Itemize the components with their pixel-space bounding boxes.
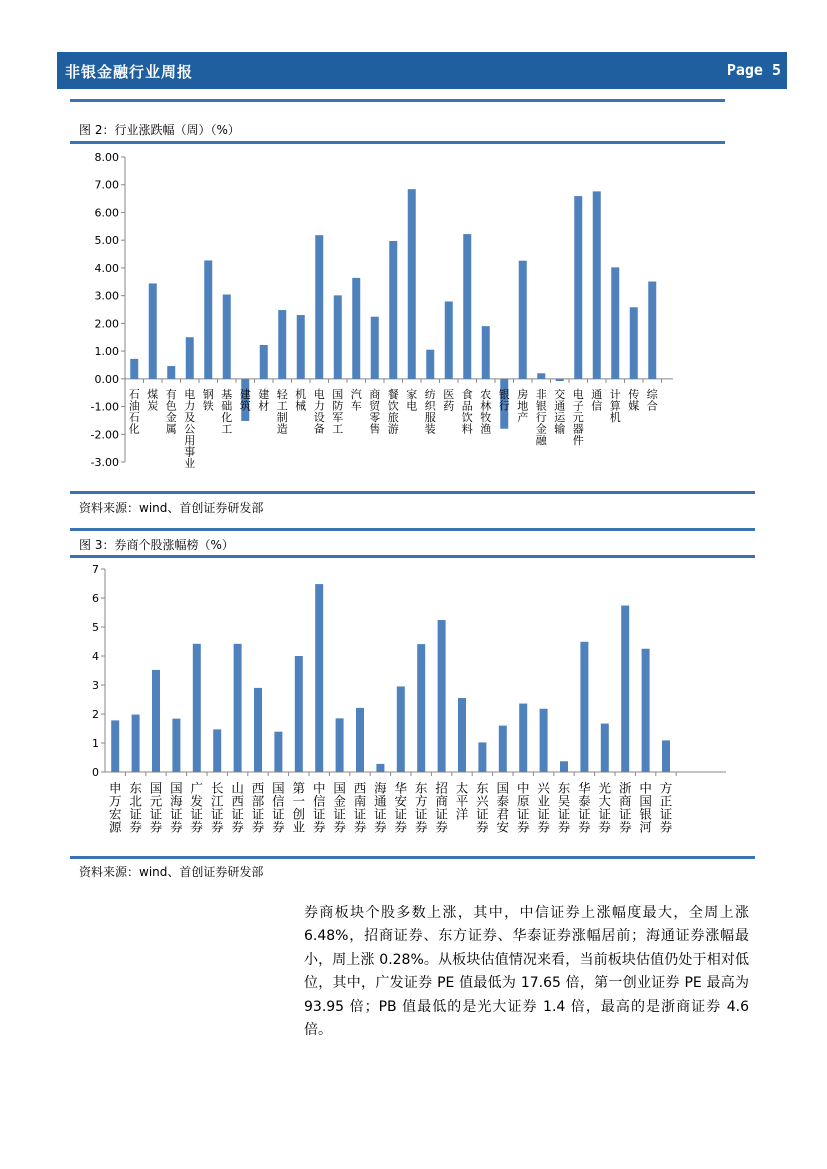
bar xyxy=(580,642,588,772)
x-tick-label: 综合 xyxy=(646,387,658,413)
x-tick-label: 轻工制造 xyxy=(276,387,288,436)
y-tick-label: -2.00 xyxy=(90,428,119,442)
x-tick-label: 中原证券 xyxy=(516,780,530,835)
bar xyxy=(560,761,568,772)
y-tick-label: 0 xyxy=(92,766,99,779)
x-tick-label: 东北证券 xyxy=(129,780,142,835)
y-tick-label: 6.00 xyxy=(94,206,119,220)
figure3-source: 资料来源：wind、首创证券研发部 xyxy=(79,865,264,879)
x-tick-label: 兴业证券 xyxy=(537,780,550,835)
bar xyxy=(167,366,175,379)
x-tick-label: 医药 xyxy=(443,387,455,413)
y-tick-label: 3.00 xyxy=(94,289,119,303)
bar xyxy=(132,715,140,772)
bar xyxy=(630,307,638,379)
y-tick-label: 6 xyxy=(92,592,99,605)
bar xyxy=(389,241,397,379)
bar xyxy=(574,196,582,379)
x-tick-label: 浙商证券 xyxy=(618,780,632,835)
y-tick-label: 0.00 xyxy=(94,372,119,386)
bar xyxy=(519,261,527,379)
y-tick-label: 1 xyxy=(92,737,99,750)
x-tick-label: 房地产 xyxy=(517,387,529,424)
x-tick-label: 机械 xyxy=(295,387,307,413)
x-tick-label: 建筑 xyxy=(239,387,251,413)
x-tick-label: 国信证券 xyxy=(272,780,285,835)
x-tick-label: 华安证券 xyxy=(394,780,408,835)
bar xyxy=(295,656,303,772)
body-paragraph: 券商板块个股多数上涨，其中，中信证券上涨幅度最大，全周上涨 6.48%，招商证券、东方证券、华泰证券涨幅居前；海通证券涨幅最小，周上涨 0.28%。从板块估值情况来看，当前板块估值仍处于相对低位，其中，广发证券 PE 值最低为 17.65 倍，第一创业证券 PE 最高为 93.95 倍；PB 值最低的是光大证券 1.4 倍，最高的是浙商证券 4.6 倍。 xyxy=(304,905,749,1039)
y-tick-label: 4 xyxy=(92,650,99,663)
x-tick-label: 建材 xyxy=(258,387,270,413)
x-tick-label: 银行 xyxy=(498,387,510,413)
x-tick-label: 电子元器件 xyxy=(572,387,584,447)
bar xyxy=(621,606,629,772)
bar xyxy=(111,720,119,772)
bar xyxy=(254,688,262,772)
bar xyxy=(336,718,344,772)
bar xyxy=(519,704,527,772)
broker-stock-chart xyxy=(73,560,743,852)
x-tick-label: 中信证券 xyxy=(312,780,326,835)
x-tick-label: 中国银河 xyxy=(639,780,652,835)
x-tick-label: 第一创业 xyxy=(292,780,306,835)
x-tick-label: 有色金属 xyxy=(165,387,177,436)
bar xyxy=(315,235,323,379)
bar xyxy=(213,729,221,772)
divider xyxy=(70,141,725,144)
bar xyxy=(438,620,446,772)
bar xyxy=(478,742,486,772)
x-tick-label: 传媒 xyxy=(628,387,640,413)
y-tick-label: 7 xyxy=(92,563,99,576)
bar xyxy=(556,379,564,381)
x-tick-label: 家电 xyxy=(406,387,418,413)
bar xyxy=(130,359,138,379)
bar xyxy=(234,644,242,772)
x-tick-label: 国金证券 xyxy=(333,780,346,835)
x-tick-label: 光大证券 xyxy=(598,780,612,835)
x-tick-label: 通信 xyxy=(591,387,603,413)
x-tick-label: 交通运输 xyxy=(554,387,566,436)
x-tick-label: 申万宏源 xyxy=(108,780,122,835)
divider xyxy=(70,99,725,102)
y-tick-label: 5 xyxy=(92,621,99,634)
bar xyxy=(352,278,360,379)
x-tick-label: 国泰君安 xyxy=(496,780,510,835)
x-tick-label: 钢铁 xyxy=(202,387,214,413)
page-number: Page 5 xyxy=(726,61,781,79)
x-tick-label: 汽车 xyxy=(350,387,362,413)
x-tick-label: 基础化工 xyxy=(221,387,233,436)
bar xyxy=(297,315,305,379)
x-tick-label: 商贸零售 xyxy=(369,387,381,436)
bar xyxy=(334,295,342,378)
bar xyxy=(397,686,405,772)
x-tick-label: 西部证券 xyxy=(251,780,265,835)
x-tick-label: 长江证券 xyxy=(210,780,224,835)
x-tick-label: 东方证券 xyxy=(414,780,428,835)
y-tick-label: 3 xyxy=(92,679,99,692)
x-tick-label: 太平洋 xyxy=(455,780,469,822)
bar xyxy=(662,740,670,772)
y-tick-label: -3.00 xyxy=(90,456,119,469)
figure2-caption: 图 2：行业涨跌幅（周）（%） xyxy=(79,123,240,137)
x-tick-label: 国元证券 xyxy=(149,780,163,835)
bar xyxy=(376,764,384,772)
x-tick-label: 国海证券 xyxy=(170,780,183,835)
x-tick-label: 东兴证券 xyxy=(476,780,489,835)
bar xyxy=(540,709,548,772)
bar xyxy=(371,317,379,379)
x-tick-label: 西南证券 xyxy=(353,780,367,835)
y-tick-label: 7.00 xyxy=(94,178,119,192)
x-tick-label: 山西证券 xyxy=(231,780,244,835)
y-tick-label: 5.00 xyxy=(94,234,119,248)
bar xyxy=(593,191,601,378)
bar xyxy=(458,698,466,772)
y-tick-label: 2 xyxy=(92,708,99,721)
x-tick-label: 方正证券 xyxy=(659,780,673,835)
bar xyxy=(278,310,286,379)
bar xyxy=(601,724,609,772)
x-tick-label: 国防军工 xyxy=(332,387,344,436)
figure2-source: 资料来源：wind、首创证券研发部 xyxy=(79,501,264,515)
x-tick-label: 餐饮旅游 xyxy=(387,387,399,436)
bar xyxy=(408,189,416,379)
x-tick-label: 计算机 xyxy=(609,387,621,424)
bar xyxy=(172,719,180,772)
bar xyxy=(499,726,507,772)
bar xyxy=(149,283,157,378)
figure3-caption: 图 3：券商个股涨幅榜（%） xyxy=(79,538,234,552)
x-tick-label: 非银行金融 xyxy=(535,387,547,447)
bar xyxy=(186,337,194,379)
y-tick-label: 1.00 xyxy=(94,345,119,359)
bar xyxy=(193,644,201,772)
y-tick-label: 2.00 xyxy=(94,317,119,331)
divider xyxy=(70,528,755,531)
divider xyxy=(70,856,755,859)
x-tick-label: 食品饮料 xyxy=(461,387,473,436)
bar xyxy=(315,584,323,772)
industry-change-chart xyxy=(73,148,693,488)
y-tick-label: -1.00 xyxy=(90,400,119,414)
x-tick-label: 石油石化 xyxy=(128,387,140,436)
report-title: 非银金融行业周报 xyxy=(65,63,194,81)
bar xyxy=(642,649,650,772)
x-tick-label: 农林牧渔 xyxy=(480,387,492,436)
bar xyxy=(417,644,425,772)
bar xyxy=(537,373,545,379)
bar xyxy=(445,301,453,378)
report-header xyxy=(57,52,787,89)
x-tick-label: 招商证券 xyxy=(435,780,448,835)
bar xyxy=(204,260,212,378)
divider xyxy=(70,555,755,558)
bar xyxy=(152,670,160,772)
bar xyxy=(274,732,282,772)
bar xyxy=(463,234,471,379)
bar xyxy=(482,326,490,379)
x-tick-label: 海通证券 xyxy=(374,780,387,835)
x-tick-label: 广发证券 xyxy=(190,780,204,835)
divider xyxy=(70,491,755,494)
bar xyxy=(260,345,268,379)
x-tick-label: 电力及公用事业 xyxy=(184,387,196,470)
y-tick-label: 8.00 xyxy=(94,151,119,164)
bar xyxy=(648,281,656,378)
bar xyxy=(223,295,231,379)
bar xyxy=(611,267,619,378)
x-tick-label: 华泰证券 xyxy=(578,780,591,835)
y-tick-label: 4.00 xyxy=(94,261,119,275)
bar xyxy=(426,350,434,379)
x-tick-label: 纺织服装 xyxy=(424,387,436,436)
bar xyxy=(356,708,364,772)
x-tick-label: 煤炭 xyxy=(147,387,159,413)
x-tick-label: 东吴证券 xyxy=(557,780,571,835)
x-tick-label: 电力设备 xyxy=(313,387,325,436)
